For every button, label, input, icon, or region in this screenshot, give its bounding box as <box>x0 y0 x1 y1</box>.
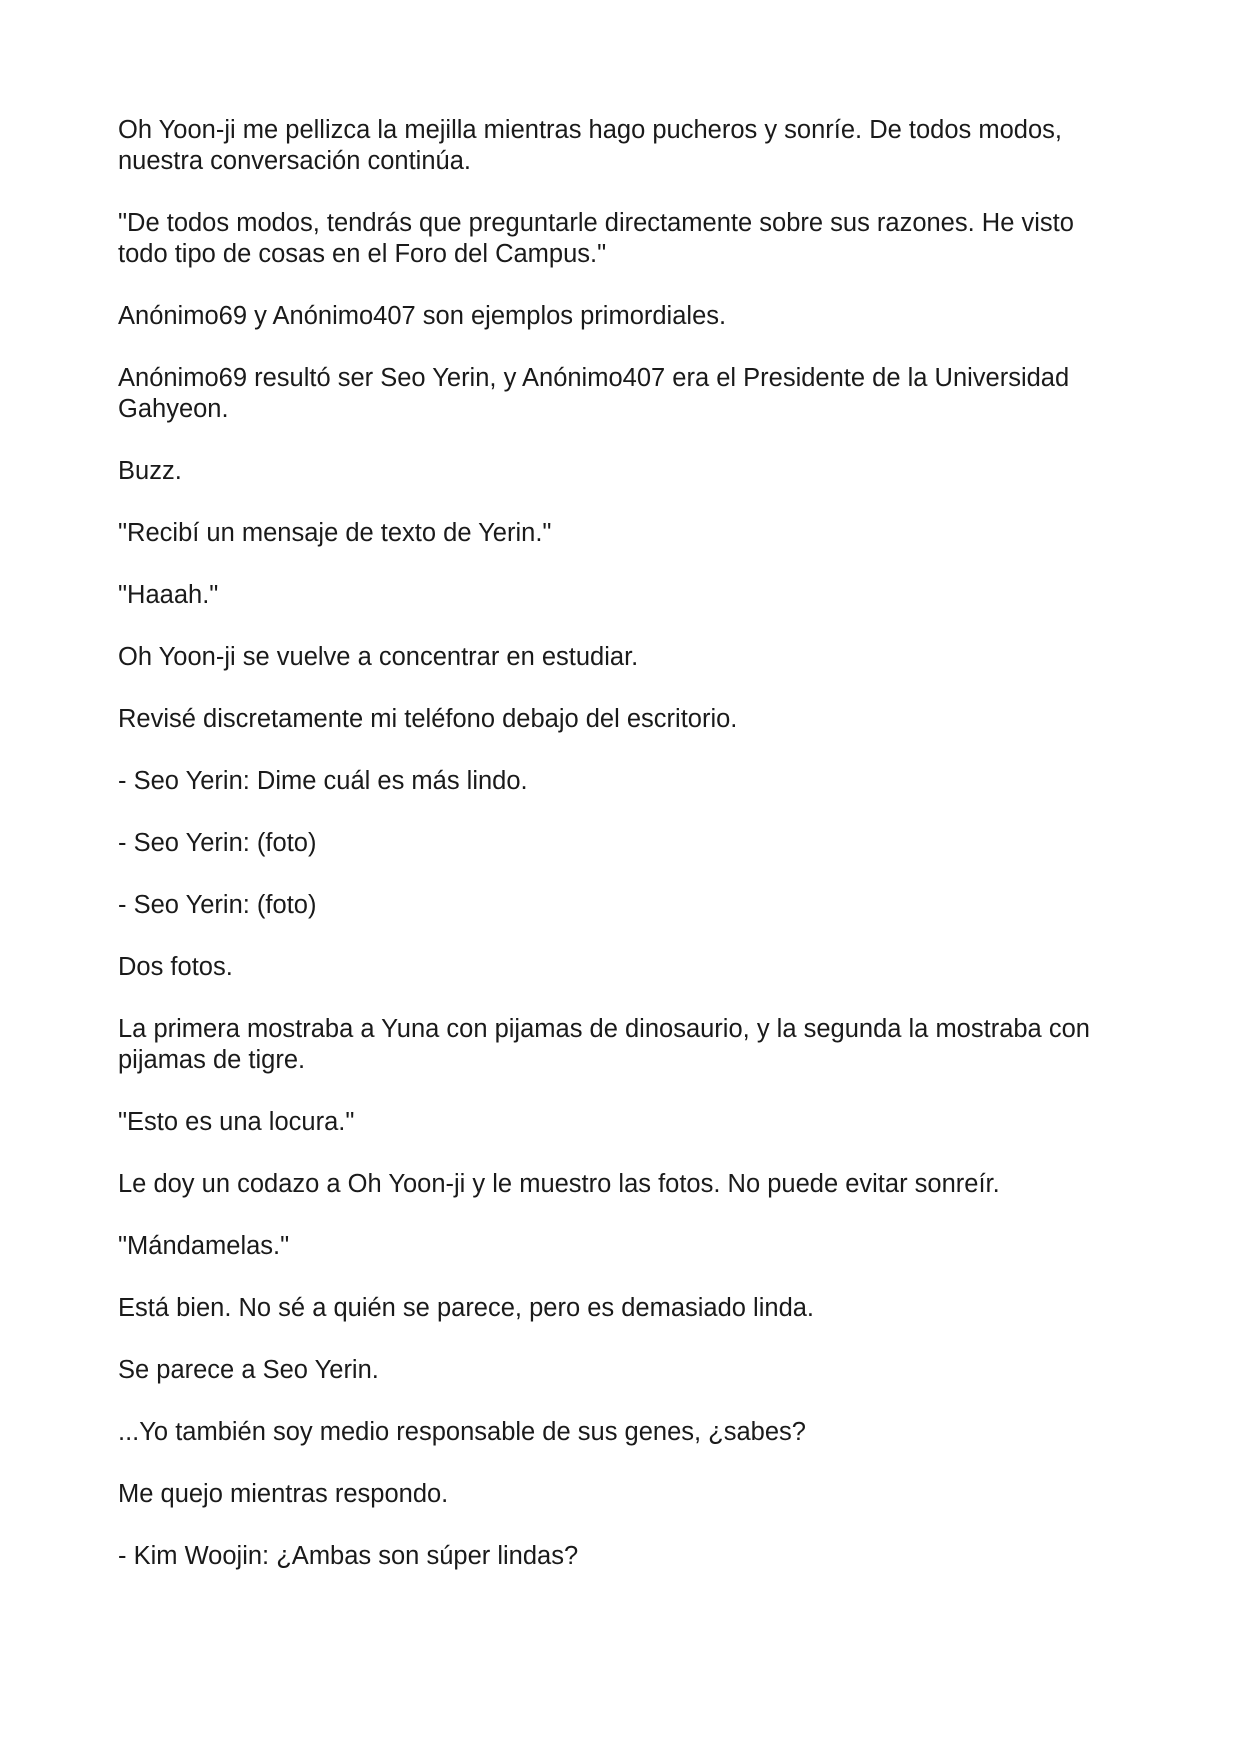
chat-message: - Seo Yerin: (foto) <box>118 829 317 857</box>
paragraph: "Esto es una locura." <box>118 1108 355 1136</box>
paragraph: "Mándamelas." <box>118 1232 290 1260</box>
chat-message: - Seo Yerin: Dime cuál es más lindo. <box>118 767 528 795</box>
paragraph: Se parece a Seo Yerin. <box>118 1356 379 1384</box>
paragraph: Le doy un codazo a Oh Yoon-ji y le muestro las fotos. No puede evitar sonreír. <box>118 1170 1000 1198</box>
paragraph: Oh Yoon-ji me pellizca la mejilla mientras hago pucheros y sonríe. De todos modos, nuestra conversación continúa. <box>118 116 1062 175</box>
chat-message: - Kim Woojin: ¿Ambas son súper lindas? <box>118 1542 579 1570</box>
paragraph: Buzz. <box>118 457 182 485</box>
paragraph: Dos fotos. <box>118 953 233 981</box>
paragraph: "Recibí un mensaje de texto de Yerin." <box>118 519 552 547</box>
paragraph: Anónimo69 resultó ser Seo Yerin, y Anónimo407 era el Presidente de la Universidad Gahyeon. <box>118 364 1070 423</box>
paragraph: "De todos modos, tendrás que preguntarle directamente sobre sus razones. He visto todo tipo de cosas en el Foro del Campus." <box>118 209 1074 268</box>
paragraph: Está bien. No sé a quién se parece, pero es demasiado linda. <box>118 1294 815 1322</box>
paragraph: La primera mostraba a Yuna con pijamas de dinosaurio, y la segunda la mostraba con pijamas de tigre. <box>118 1015 1090 1074</box>
chat-message: - Seo Yerin: (foto) <box>118 891 317 919</box>
paragraph: "Haaah." <box>118 581 219 609</box>
document-body <box>118 115 1128 1603</box>
paragraph: Oh Yoon-ji se vuelve a concentrar en estudiar. <box>118 643 639 671</box>
paragraph: ...Yo también soy medio responsable de sus genes, ¿sabes? <box>118 1418 806 1446</box>
paragraph: Anónimo69 y Anónimo407 son ejemplos primordiales. <box>118 302 727 330</box>
paragraph: Me quejo mientras respondo. <box>118 1480 449 1508</box>
paragraph: Revisé discretamente mi teléfono debajo del escritorio. <box>118 705 738 733</box>
